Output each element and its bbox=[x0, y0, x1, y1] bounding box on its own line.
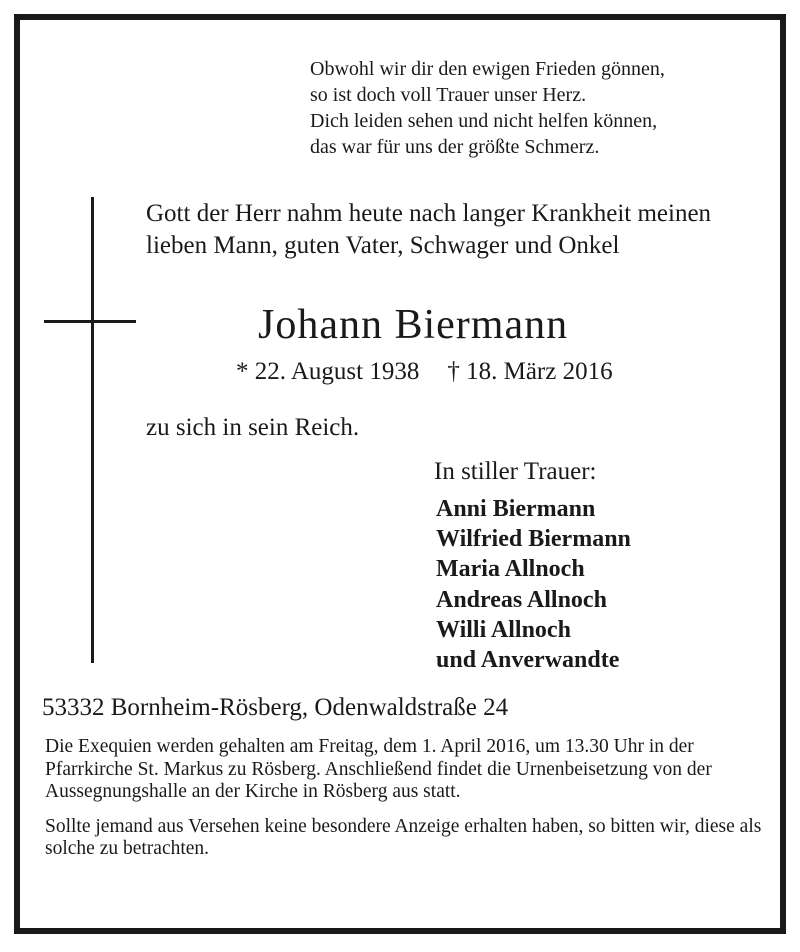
closing-text: zu sich in sein Reich. bbox=[146, 414, 360, 441]
poem-line: Obwohl wir dir den ewigen Frieden gönnen, bbox=[310, 58, 665, 80]
mourner-name: Andreas Allnoch bbox=[436, 586, 607, 613]
poem bbox=[310, 56, 665, 160]
poem-line: so ist doch voll Trauer unser Herz. bbox=[310, 84, 587, 106]
cross-horizontal-bar bbox=[44, 320, 136, 323]
mourner-name: Anni Biermann bbox=[436, 496, 596, 522]
funeral-details: Die Exequien werden gehalten am Freitag, dem 1. April 2016, um 13.30 Uhr in der Pfarrkirche St. Markus zu Rösberg. Anschließend findet die Urnenbeisetzung von der Aussegnungshalle an der Kirche in Rösberg aus statt. bbox=[45, 736, 712, 802]
death-date: † 18. März 2016 bbox=[447, 358, 613, 385]
mourner-name: Willi Allnoch bbox=[436, 616, 571, 643]
mourner-name: und Anverwandte bbox=[436, 647, 620, 674]
mourner-name: Maria Allnoch bbox=[436, 556, 585, 583]
life-dates bbox=[236, 356, 613, 388]
apology-note: Sollte jemand aus Versehen keine besondere Anzeige erhalten haben, so bitten wir, diese als solche zu betrachten. bbox=[45, 815, 762, 859]
funeral-notice bbox=[45, 736, 765, 861]
birth-date: * 22. August 1938 bbox=[236, 358, 420, 385]
mourner-name: Wilfried Biermann bbox=[436, 526, 631, 553]
family-address: 53332 Bornheim-Rösberg, Odenwaldstraße 24 bbox=[42, 694, 509, 721]
deceased-name: Johann Biermann bbox=[258, 302, 569, 348]
mourning-heading: In stiller Trauer: bbox=[434, 458, 597, 485]
poem-line: Dich leiden sehen und nicht helfen können, bbox=[310, 110, 658, 132]
cross-vertical-bar bbox=[91, 197, 94, 663]
intro-text: Gott der Herr nahm heute nach langer Krankheit meinen lieben Mann, guten Vater, Schwager und Onkel bbox=[146, 200, 712, 259]
poem-line: das war für uns der größte Schmerz. bbox=[310, 136, 600, 158]
mourners-list bbox=[436, 494, 631, 675]
